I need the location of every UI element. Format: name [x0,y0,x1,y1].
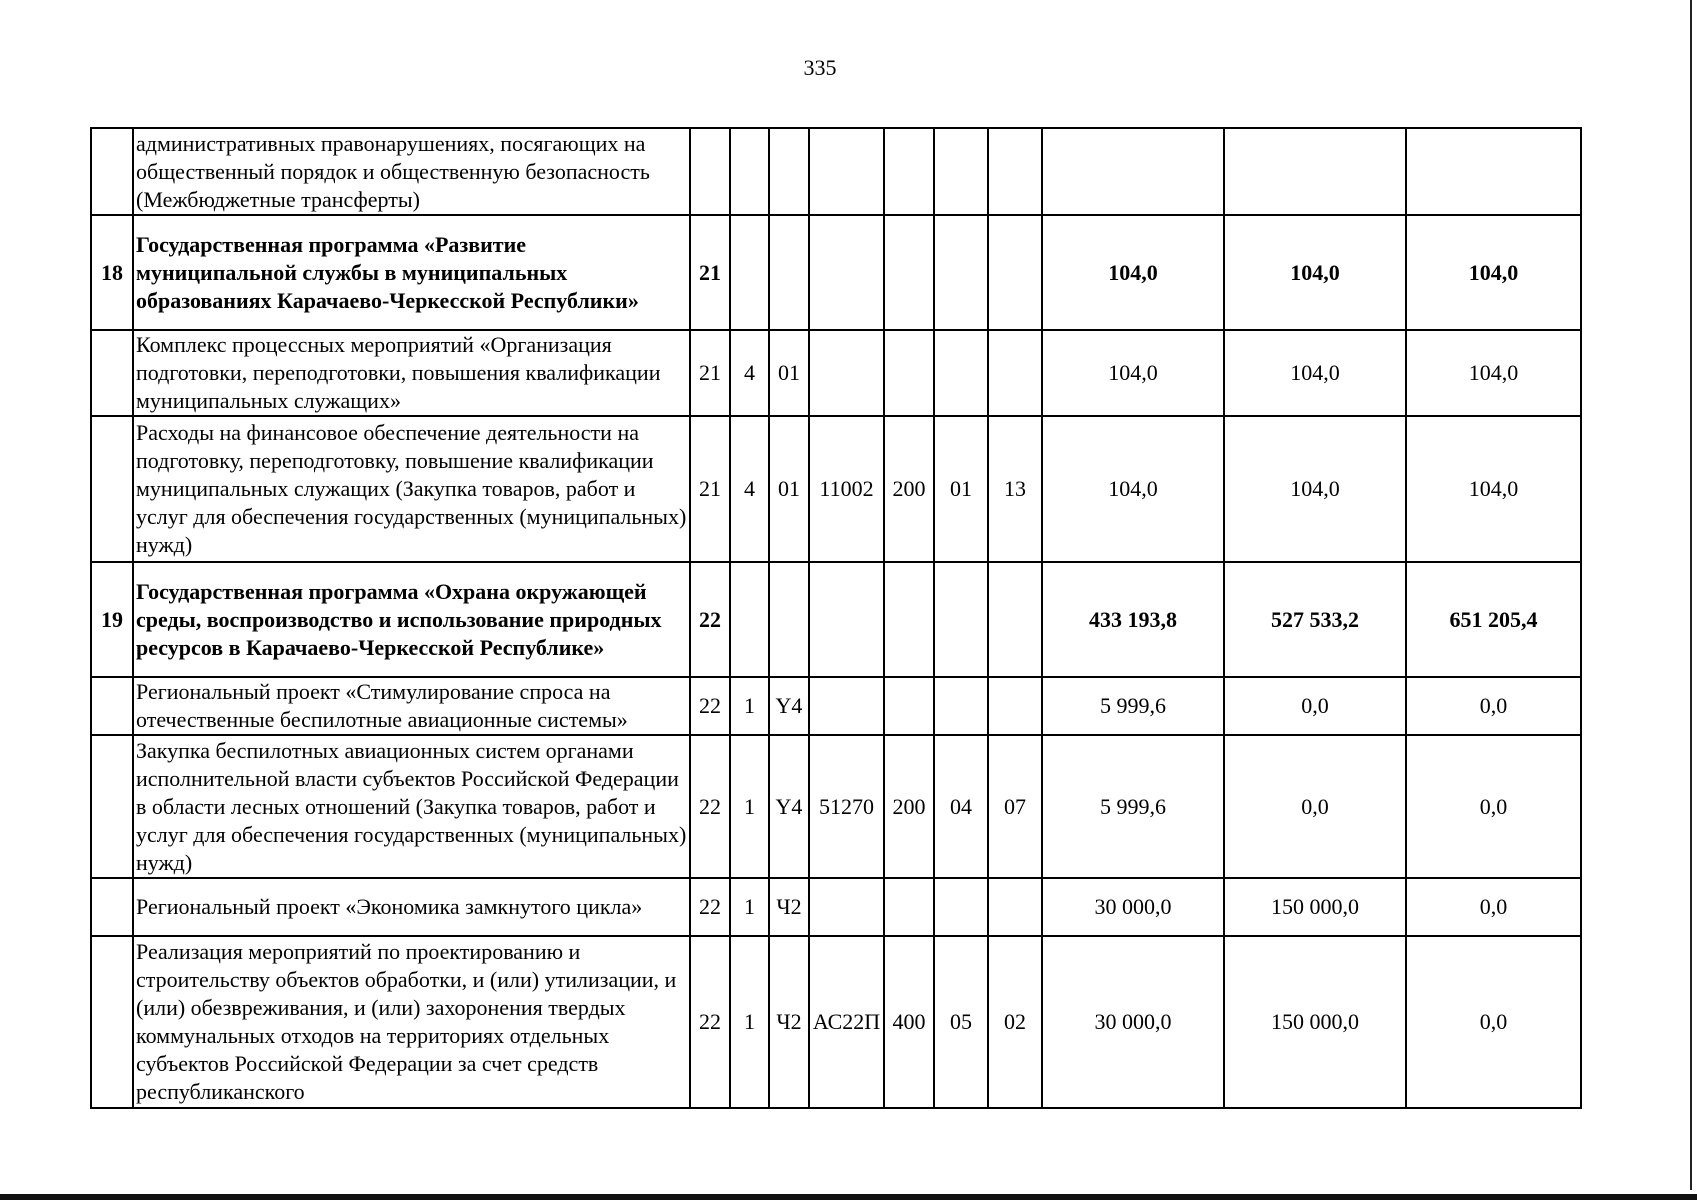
amount-year-2: 104,0 [1224,416,1406,562]
code-section [934,215,988,330]
amount-year-1: 104,0 [1042,215,1224,330]
code-expense-type: 200 [884,416,934,562]
amount-year-3: 651 205,4 [1406,562,1581,677]
code-section: 01 [934,416,988,562]
code-expense-type: 200 [884,735,934,878]
table-row [91,128,1581,215]
table-row [91,677,1581,735]
amount-year-2: 150 000,0 [1224,936,1406,1108]
page-number: 335 [803,55,837,80]
amount-year-3: 0,0 [1406,735,1581,878]
table-row [91,936,1581,1108]
code-expense-type [884,562,934,677]
row-number [91,128,133,215]
code-subsection: 02 [988,936,1042,1108]
code-gp: 22 [690,735,730,878]
budget-table [90,127,1582,1109]
code-measure [769,562,809,677]
code-subprogram: 1 [730,677,769,735]
code-direction [809,878,884,936]
code-measure [769,128,809,215]
code-direction [809,562,884,677]
row-number [91,416,133,562]
code-section [934,330,988,416]
code-subprogram: 4 [730,330,769,416]
code-measure: Ч2 [769,936,809,1108]
code-subsection [988,128,1042,215]
amount-year-3 [1406,128,1581,215]
code-subsection [988,215,1042,330]
code-gp: 21 [690,215,730,330]
amount-year-2: 104,0 [1224,215,1406,330]
code-direction [809,128,884,215]
table-row [91,735,1581,878]
code-gp: 21 [690,330,730,416]
amount-year-2: 0,0 [1224,735,1406,878]
code-subsection [988,677,1042,735]
table-row [91,878,1581,936]
scan-edge-line [1690,0,1692,1190]
row-number [91,936,133,1108]
code-subsection [988,562,1042,677]
row-name: Государственная программа «Развитие муниципальной службы в муниципальных образованиях Карачаево-Черкесской Республики» [133,215,690,330]
code-gp [690,128,730,215]
code-subsection: 07 [988,735,1042,878]
code-direction [809,215,884,330]
code-measure: 01 [769,330,809,416]
code-section [934,562,988,677]
code-section: 04 [934,735,988,878]
row-name: Расходы на финансовое обеспечение деятельности на подготовку, переподготовку, повышение квалификации муниципальных служащих (Закупка товаров, работ и услуг для обеспечения государственных (муниципальных) нужд) [133,416,690,562]
row-name: Региональный проект «Стимулирование спроса на отечественные беспилотные авиационные системы» [133,677,690,735]
amount-year-1: 104,0 [1042,330,1224,416]
amount-year-3: 0,0 [1406,936,1581,1108]
code-section [934,677,988,735]
code-direction: АС22П [809,936,884,1108]
code-direction: 11002 [809,416,884,562]
amount-year-2 [1224,128,1406,215]
scan-bottom-border [0,1194,1697,1200]
row-number: 19 [91,562,133,677]
amount-year-3: 0,0 [1406,878,1581,936]
amount-year-1: 30 000,0 [1042,936,1224,1108]
amount-year-3: 0,0 [1406,677,1581,735]
row-name: Реализация мероприятий по проектированию и строительству объектов обработки, и (или) утилизации, и (или) обезвреживания, и (или) захоронения твердых коммунальных отходов на территориях отдельных субъектов Российской Федерации за счет средств республиканского [133,936,690,1108]
code-direction: 51270 [809,735,884,878]
table-row [91,215,1581,330]
code-subprogram [730,562,769,677]
code-gp: 21 [690,416,730,562]
row-name: Государственная программа «Охрана окружающей среды, воспроизводство и использование природных ресурсов в Карачаево-Черкесской Республике» [133,562,690,677]
amount-year-2: 104,0 [1224,330,1406,416]
row-number [91,735,133,878]
code-measure: Y4 [769,677,809,735]
code-subsection [988,878,1042,936]
code-expense-type [884,330,934,416]
amount-year-2: 0,0 [1224,677,1406,735]
code-section [934,878,988,936]
row-name: Региональный проект «Экономика замкнутого цикла» [133,878,690,936]
code-subprogram [730,215,769,330]
amount-year-1: 433 193,8 [1042,562,1224,677]
code-measure: Y4 [769,735,809,878]
row-number [91,878,133,936]
code-subprogram: 1 [730,735,769,878]
code-gp: 22 [690,878,730,936]
amount-year-1: 104,0 [1042,416,1224,562]
code-measure: Ч2 [769,878,809,936]
code-gp: 22 [690,562,730,677]
code-expense-type [884,128,934,215]
code-expense-type [884,878,934,936]
code-subprogram: 1 [730,936,769,1108]
code-measure [769,215,809,330]
row-number [91,330,133,416]
code-subsection [988,330,1042,416]
amount-year-1 [1042,128,1224,215]
code-section [934,128,988,215]
code-expense-type [884,677,934,735]
code-expense-type: 400 [884,936,934,1108]
amount-year-3: 104,0 [1406,416,1581,562]
amount-year-3: 104,0 [1406,330,1581,416]
row-number [91,677,133,735]
row-number: 18 [91,215,133,330]
code-expense-type [884,215,934,330]
table-row [91,416,1581,562]
code-section: 05 [934,936,988,1108]
amount-year-1: 30 000,0 [1042,878,1224,936]
table-row [91,330,1581,416]
amount-year-2: 150 000,0 [1224,878,1406,936]
amount-year-1: 5 999,6 [1042,735,1224,878]
code-measure: 01 [769,416,809,562]
code-subprogram: 1 [730,878,769,936]
amount-year-3: 104,0 [1406,215,1581,330]
code-direction [809,330,884,416]
code-subsection: 13 [988,416,1042,562]
code-gp: 22 [690,677,730,735]
amount-year-2: 527 533,2 [1224,562,1406,677]
code-direction [809,677,884,735]
code-subprogram [730,128,769,215]
row-name: Комплекс процессных мероприятий «Организация подготовки, переподготовки, повышения квалификации муниципальных служащих» [133,330,690,416]
amount-year-1: 5 999,6 [1042,677,1224,735]
code-subprogram: 4 [730,416,769,562]
code-gp: 22 [690,936,730,1108]
row-name: административных правонарушениях, посягающих на общественный порядок и общественную безопасность (Межбюджетные трансферты) [133,128,690,215]
table-row [91,562,1581,677]
row-name: Закупка беспилотных авиационных систем органами исполнительной власти субъектов Российской Федерации в области лесных отношений (Закупка товаров, работ и услуг для обеспечения государственных (муниципальных) нужд) [133,735,690,878]
